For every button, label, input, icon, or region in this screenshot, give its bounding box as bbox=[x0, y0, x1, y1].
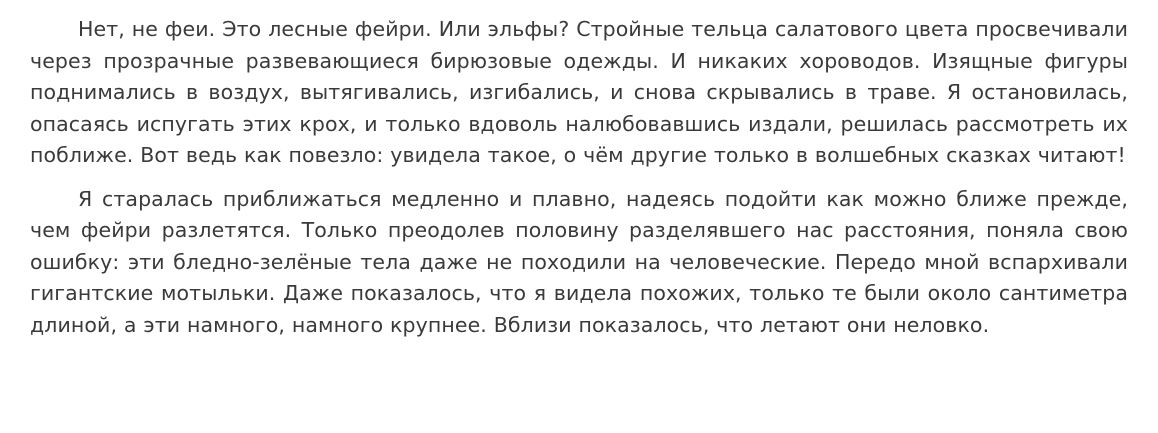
paragraph-1: Нет, не феи. Это лесные фейри. Или эльфы? Стройные тельца салатового цвета просвечивали через прозрачные развевающиеся бирюзовые одежды. И никаких хороводов. Изящные фигуры поднимались в воздух, вытягивались, изгибались, и снова скрывались в траве. Я остановилась, опасаясь испугать этих крох, и только вдоволь налюбовавшись издали, решилась рассмотреть их поближе. Вот ведь как повезло: увидела такое, о чём другие только в волшебных сказках читают! bbox=[30, 17, 1128, 167]
paragraph-2: Я старалась приближаться медленно и плавно, надеясь подойти как можно ближе прежде, чем фейри разлетятся. Только преодолев половину разделявшего нас расстояния, поняла свою ошибку: эти бледно-зелёные тела даже не походили на человеческие. Передо мной вспархивали гигантские мотыльки. Даже показалось, что я видела похожих, только те были около сантиметра длиной, а эти намного, намного крупнее. Вблизи показалось, что летают они неловко. bbox=[30, 186, 1128, 337]
